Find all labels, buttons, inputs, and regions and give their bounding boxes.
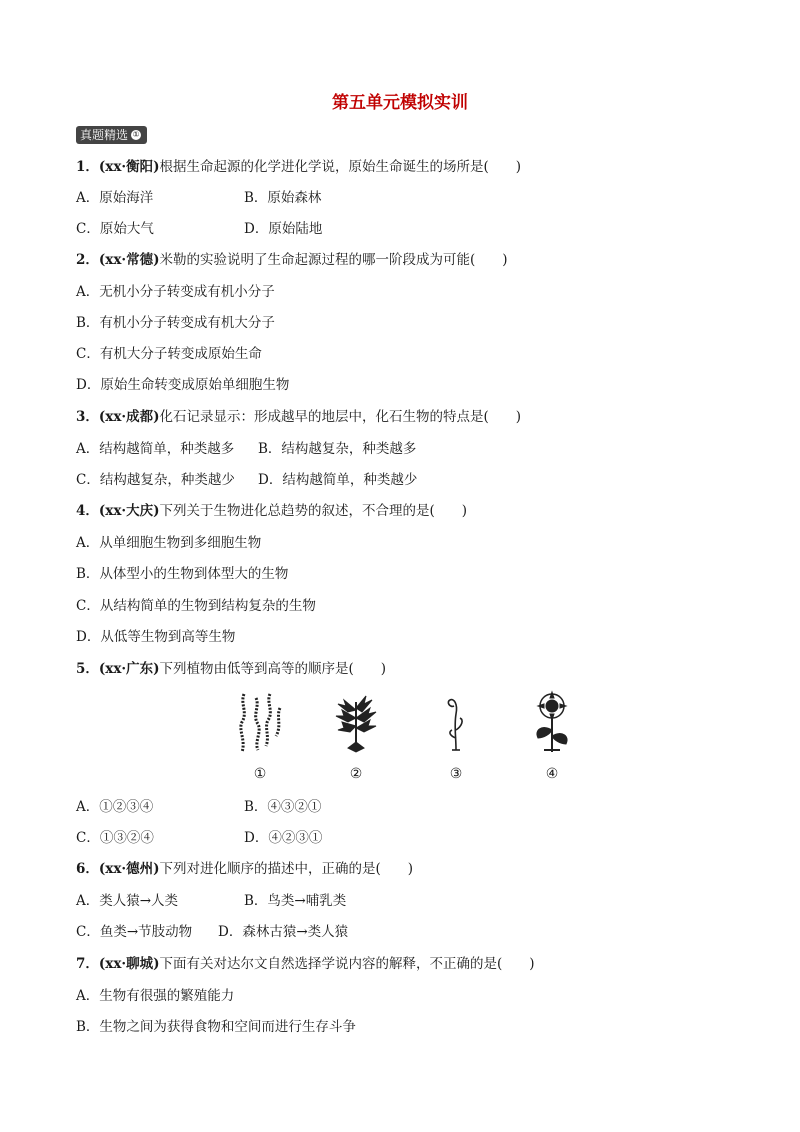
question-text: 下列植物由低等到高等的顺序是( ): [159, 661, 387, 677]
option: B．生物之间为获得食物和空间而进行生存斗争: [76, 1019, 356, 1035]
figure-label: ①: [253, 766, 267, 782]
option: C．原始大气: [76, 221, 154, 237]
option: A．从单细胞生物到多细胞生物: [76, 535, 262, 551]
question-source: (xx·大庆): [98, 503, 160, 519]
option: D．原始陆地: [244, 221, 323, 237]
badge-label: 真题精选: [80, 128, 129, 142]
option: D．从低等生物到高等生物: [76, 629, 236, 645]
option: A．①②③④: [76, 799, 154, 815]
figure-label: ②: [349, 766, 363, 782]
question-number: 3．: [76, 409, 99, 425]
algae-illustration: [230, 690, 290, 754]
question-number: 1．: [76, 159, 99, 175]
question-4: [76, 502, 467, 520]
question-7: [76, 955, 535, 973]
option: A．无机小分子转变成有机小分子: [76, 284, 275, 300]
option: C．鱼类→节肢动物: [76, 924, 193, 940]
fern-illustration: [326, 690, 386, 754]
option: D．原始生命转变成原始单细胞生物: [76, 377, 290, 393]
option: A．结构越简单，种类越多: [76, 441, 235, 457]
sunflower-illustration: [522, 690, 582, 754]
question-source: (xx·广东): [98, 661, 160, 677]
question-text: 下面有关对达尔文自然选择学说内容的解释，不正确的是( ): [159, 956, 535, 972]
option: B．④③②①: [244, 799, 322, 815]
option: C．①③②④: [76, 830, 154, 846]
option: A．生物有很强的繁殖能力: [76, 988, 235, 1004]
question-source: (xx·常德): [98, 252, 160, 268]
option: C．结构越复杂，种类越少: [76, 472, 235, 488]
option: A．原始海洋: [76, 190, 154, 206]
option: B．原始森林: [244, 190, 322, 206]
question-number: 4．: [76, 503, 99, 519]
option: D．森林古猿→类人猿: [218, 924, 349, 940]
question-1: [76, 158, 521, 176]
option: D．结构越简单，种类越少: [258, 472, 418, 488]
question-text: 米勒的实验说明了生命起源过程的哪一阶段成为可能( ): [159, 252, 508, 268]
question-text: 下列对进化顺序的描述中，正确的是( ): [159, 861, 414, 877]
question-5: [76, 660, 386, 678]
figure-label: ③: [449, 766, 463, 782]
question-number: 2．: [76, 252, 99, 268]
question-source: (xx·德州): [98, 861, 160, 877]
figure-label: ④: [545, 766, 559, 782]
question-number: 7．: [76, 956, 99, 972]
option: A．类人猿→人类: [76, 893, 179, 909]
option: B．鸟类→哺乳类: [244, 893, 347, 909]
question-6: [76, 860, 413, 878]
sprout-illustration: [426, 690, 486, 754]
option: B．结构越复杂，种类越多: [258, 441, 417, 457]
plant-figures: [230, 690, 590, 790]
section-badge: [76, 126, 147, 144]
option: B．有机小分子转变成有机大分子: [76, 315, 275, 331]
option: D．④②③①: [244, 830, 323, 846]
question-source: (xx·聊城): [98, 956, 160, 972]
question-number: 6．: [76, 861, 99, 877]
question-2: [76, 251, 508, 269]
page-title: 第五单元模拟实训: [332, 93, 468, 113]
question-text: 根据生命起源的化学进化学说，原始生命诞生的场所是( ): [159, 159, 522, 175]
question-text: 下列关于生物进化总趋势的叙述，不合理的是( ): [159, 503, 468, 519]
question-source: (xx·衡阳): [98, 159, 160, 175]
option: B．从体型小的生物到体型大的生物: [76, 566, 289, 582]
question-source: (xx·成都): [98, 409, 160, 425]
question-text: 化石记录显示：形成越早的地层中，化石生物的特点是( ): [159, 409, 522, 425]
question-3: [76, 408, 521, 426]
question-number: 5．: [76, 661, 99, 677]
badge-marker: ①: [132, 130, 140, 139]
option: C．有机大分子转变成原始生命: [76, 346, 262, 362]
option: C．从结构简单的生物到结构复杂的生物: [76, 598, 316, 614]
